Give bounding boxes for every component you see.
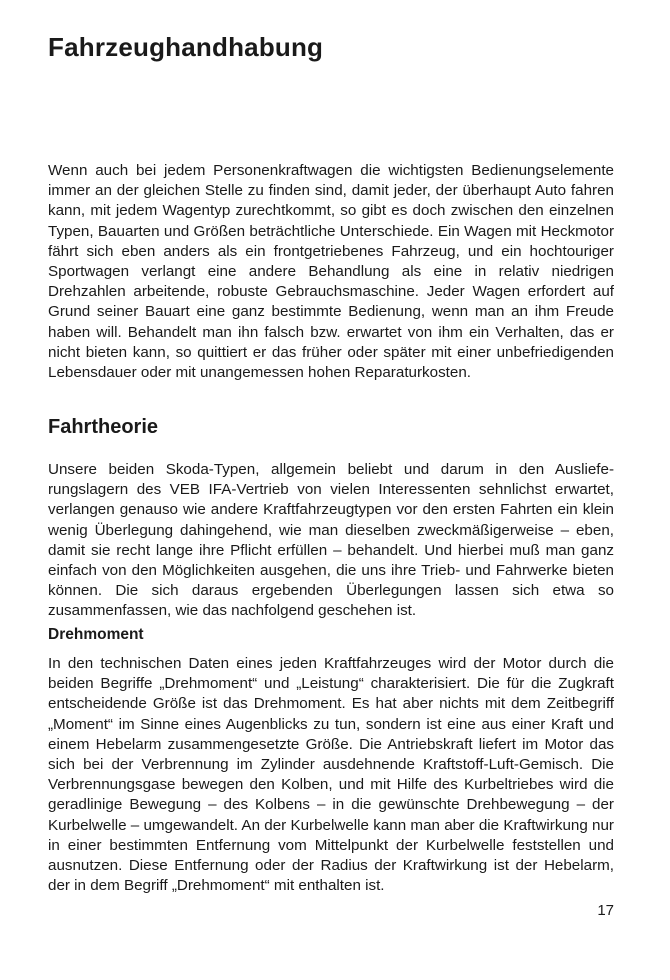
document-page (48, 0, 614, 980)
page-title: Fahrzeughandhabung (48, 32, 324, 62)
drehmoment-paragraph: In den technischen Daten eines jeden Kraftfahrzeuges wird der Motor durch die beiden Begriffe „Drehmoment“ und „Leistung“ charakterisiert. Die für die Zugkraft entscheidende Größe ist das Drehmoment. Es hat aber nichts mit dem Zeitbegriff „Moment“ im Sinne eines Augenblicks zu tun, sondern ist eine aus einer Kraft und einem Hebelarm zusammengesetzte Größe. Die Antriebskraft liefert im Motor das sich bei der Verbrennung im Zylinder ausdehnende Kraftstoff-Luft-Gemisch. Die Verbrennungsgase bewegen den Kolben, und mit Hilfe des Kurbeltriebes wird die geradlinige Bewegung – des Kolbens – in die gewünschte Drehbewegung – der Kurbelwelle – umgewandelt. An der Kurbelwelle kann man aber die Kraftwirkung nur in einer bestimmten Entfernung vom Mittelpunkt der Kurbelwelle feststellen und ausnutzen. Diese Entfernung oder der Radius der Kraftwirkung ist der Hebelarm, der in dem Begriff „Drehmoment“ mit enthalten ist. (48, 655, 614, 895)
intro-paragraph: Wenn auch bei jedem Personenkraftwagen die wichtigsten Bedienungselemente immer an der gleichen Stelle zu finden sind, damit jeder, der überhaupt Auto fahren kann, mit jedem Wagentyp zurechtkommt, so gibt es doch zwischen den einzelnen Typen, Bauarten und Größen beträchtliche Unterschiede. Ein Wagen mit Heckmotor fährt sich eben anders als ein frontgetriebenes Fahrzeug, und ein hochtouriger Sportwagen verlangt eine andere Behandlung als eine in relativ niedrigen Drehzahlen arbeitende, robuste Gebrauchsmaschine. Jeder Wagen erfordert auf Grund seiner Bauart eine ganz bestimmte Bedienung, wenn man an ihm Freude haben will. Behandelt man ihn falsch bzw. erwartet von ihm ein Verhalten, das er nicht bieten kann, so quittiert er das früher oder später mit einer unbefriedigenden Lebensdauer oder mit unangemessen hohen Reparaturkosten. (48, 162, 614, 382)
section-title-fahrtheorie: Fahrtheorie (48, 416, 159, 438)
page-number: 17 (597, 902, 614, 919)
fahrtheorie-paragraph: Unsere beiden Skoda-Typen, allgemein beliebt und darum in den Auslieferungslagern des VEB IFA-Vertrieb von vielen Interessenten sehnlichst erwartet, verlangen genauso wie andere Kraftfahrzeugtypen vor den ersten Fahrten ein klein wenig Überlegung dahingehend, wie man dieselben zweckmäßigerweise – eben, damit sie recht lange ihre Pflicht erfüllen – behandelt. Und hierbei muß man ganz einfach von den Möglichkeiten ausgehen, die uns ihre Trieb- und Fahrwerke bieten können. Die sich daraus ergebenden Überlegungen lassen sich etwa so zusammenfassen, wie das nachfolgend geschehen ist. (48, 461, 614, 620)
subsection-title-drehmoment: Drehmoment (48, 626, 144, 643)
